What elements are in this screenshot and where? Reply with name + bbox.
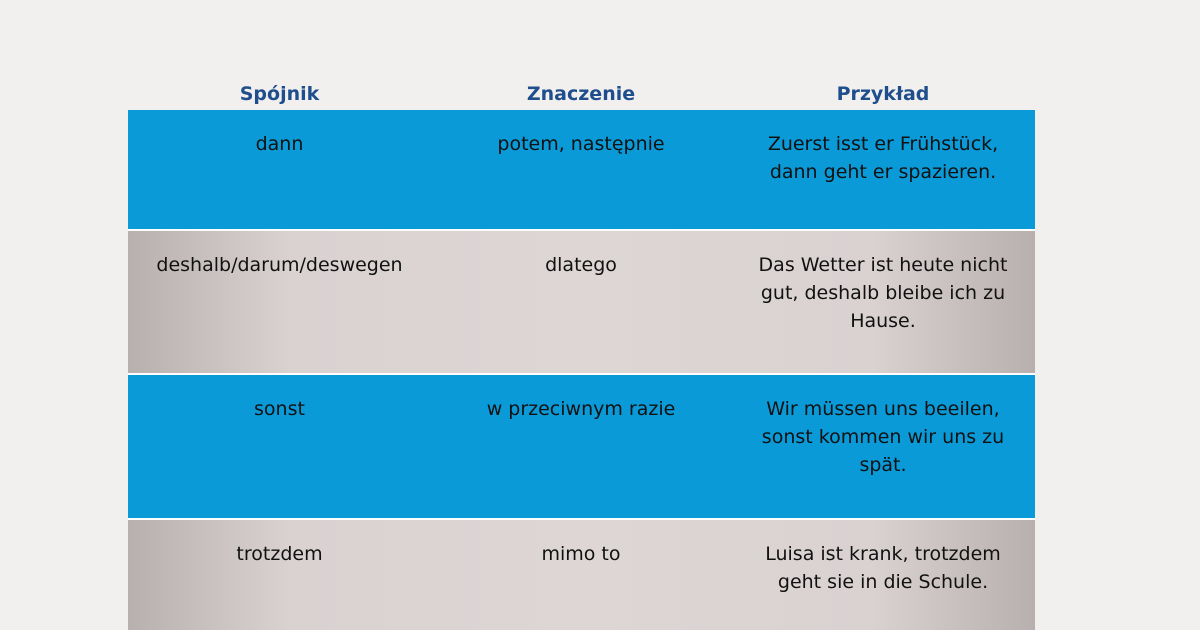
conjunction-cell: sonst	[254, 398, 305, 420]
conjunction-cell: deshalb/darum/deswegen	[156, 254, 403, 276]
example-line: spät.	[859, 454, 907, 476]
conjunction-cell: dann	[255, 133, 304, 155]
table-header	[128, 78, 1035, 110]
example-cell	[731, 251, 1035, 335]
header-conjunction: Spójnik	[239, 83, 320, 105]
meaning-cell: potem, następnie	[497, 133, 665, 155]
example-cell	[731, 130, 1035, 186]
example-line: Luisa ist krank, trotzdem	[765, 543, 1001, 565]
example-cell	[731, 540, 1035, 596]
example-line: gut, deshalb bleibe ich zu	[760, 282, 1006, 304]
header-meaning: Znaczenie	[526, 83, 636, 105]
conjunctions-table	[128, 78, 1035, 630]
meaning-cell: dlatego	[545, 254, 617, 276]
table-row	[128, 518, 1035, 630]
meaning-cell: w przeciwnym razie	[486, 398, 676, 420]
example-line: geht sie in die Schule.	[777, 571, 989, 593]
example-line: dann geht er spazieren.	[769, 161, 997, 183]
example-line: sonst kommen wir uns zu	[761, 426, 1005, 448]
table-row	[128, 373, 1035, 518]
meaning-cell: mimo to	[541, 543, 621, 565]
table-row	[128, 229, 1035, 373]
header-example: Przykład	[836, 83, 930, 105]
example-line: Wir müssen uns beeilen,	[766, 398, 1000, 420]
example-line: Das Wetter ist heute nicht	[758, 254, 1008, 276]
table-row	[128, 110, 1035, 229]
example-cell	[731, 395, 1035, 479]
example-line: Zuerst isst er Frühstück,	[767, 133, 999, 155]
example-line: Hause.	[850, 310, 916, 332]
conjunction-cell: trotzdem	[236, 543, 323, 565]
